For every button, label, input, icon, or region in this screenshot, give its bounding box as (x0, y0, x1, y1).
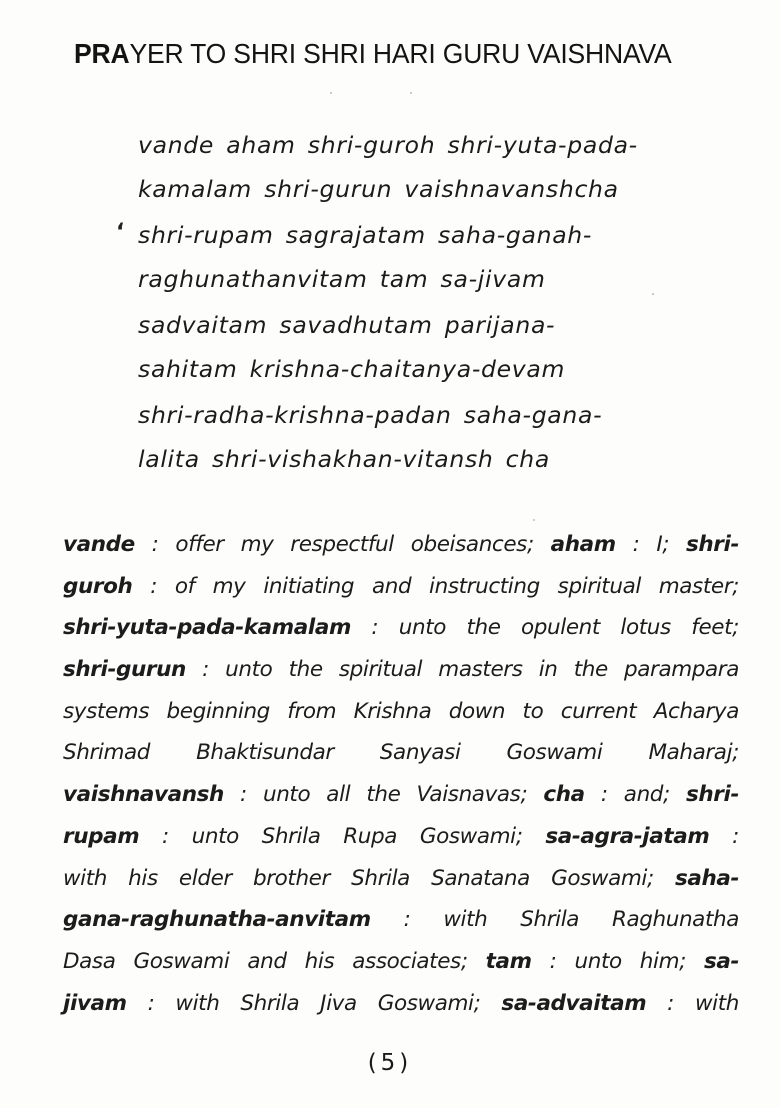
gloss-text: : and; (584, 782, 686, 808)
verse-line: shri-rupam sagrajatam saha-ganah- (138, 221, 593, 249)
page-number: (5) (367, 1050, 413, 1076)
scan-speck (533, 519, 535, 521)
gloss-text: with his elder brother Shrila Sanatana Goswami; (63, 865, 675, 891)
gloss-line (63, 774, 739, 816)
gloss-line (63, 941, 739, 983)
scan-speck (410, 92, 412, 94)
sanskrit-term: sa-agra-jatam (545, 823, 710, 849)
gloss-text: : (709, 823, 739, 849)
margin-mark: ʻ (116, 220, 125, 245)
gloss-line (63, 649, 739, 691)
verse-line: raghunathanvitam tam sa-jivam (138, 264, 546, 293)
page-title (74, 38, 730, 70)
gloss-text: : unto all the Vaisnavas; (223, 782, 544, 808)
sanskrit-term: sa- (703, 948, 739, 974)
gloss-text: : unto the spiritual masters in the parampara (185, 657, 739, 683)
gloss-text: Dasa Goswami and his associates; (63, 948, 486, 974)
sanskrit-term: aham (550, 532, 616, 557)
sanskrit-term: sa-advaitam (501, 990, 647, 1016)
gloss-text: : of my initiating and instructing spiritual master; (132, 573, 739, 599)
sanskrit-term: shri- (686, 782, 739, 808)
gloss-line (63, 566, 739, 608)
sanskrit-term: guroh (63, 573, 133, 599)
gloss-text: : I; (615, 532, 686, 557)
verse-line: vande aham shri-guroh shri-yuta-pada- (138, 131, 638, 159)
gloss-line (63, 899, 739, 941)
sanskrit-term: gana-raghunatha-anvitam (63, 907, 371, 933)
gloss-text: : unto the opulent lotus feet; (350, 615, 739, 641)
gloss-line (63, 983, 739, 1025)
sanskrit-term: jivam (63, 990, 127, 1016)
sanskrit-term: vaishnavansh (63, 782, 224, 808)
verse-line: kamalam shri-gurun vaishnavanshcha (138, 174, 619, 203)
verse-line: sadvaitam savadhutam parijana- (138, 311, 556, 339)
gloss-text: Shrimad Bhaktisundar Sanyasi Goswami Maharaj; (63, 740, 739, 766)
verse-couplet (138, 124, 738, 211)
gloss-text: : with Shrila Jiva Goswami; (126, 990, 502, 1016)
verse-couplet (138, 214, 738, 301)
gloss-text: : unto him; (531, 948, 704, 974)
sanskrit-term: saha- (674, 865, 739, 891)
verse-couplet (138, 304, 738, 391)
word-for-word-gloss (63, 524, 739, 1024)
gloss-text: : with Shrila Raghunatha (370, 907, 739, 933)
gloss-line (63, 816, 739, 858)
gloss-text: systems beginning from Krishna down to current Acharya (63, 698, 739, 724)
sanskrit-term: shri- (686, 532, 739, 557)
title-lead: PRA (74, 38, 130, 69)
sanskrit-term: rupam (63, 823, 140, 849)
verse-line: sahitam krishna-chaitanya-devam (138, 354, 566, 383)
title-rest: YER TO SHRI SHRI HARI GURU VAISHNAVA (129, 38, 672, 69)
gloss-text: : offer my respectful obeisances; (134, 532, 551, 557)
verse-couplet (138, 394, 738, 481)
gloss-line (63, 858, 739, 900)
sanskrit-term: tam (485, 948, 532, 974)
gloss-line (63, 691, 739, 733)
verse-line: shri-radha-krishna-padan saha-gana- (138, 401, 603, 429)
sanskrit-term: shri-yuta-pada-kamalam (63, 615, 351, 641)
gloss-text: : unto Shrila Rupa Goswami; (139, 823, 546, 849)
sanskrit-term: vande (63, 532, 135, 557)
gloss-line (63, 732, 739, 774)
scan-speck (652, 293, 654, 295)
sanskrit-verse (138, 124, 738, 484)
gloss-line (63, 524, 739, 566)
gloss-text: : with (646, 990, 739, 1016)
verse-line: lalita shri-vishakhan-vitansh cha (138, 444, 550, 473)
sanskrit-term: cha (543, 782, 585, 808)
sanskrit-term: shri-gurun (63, 657, 186, 683)
scan-speck (330, 92, 332, 94)
gloss-line (63, 607, 739, 649)
